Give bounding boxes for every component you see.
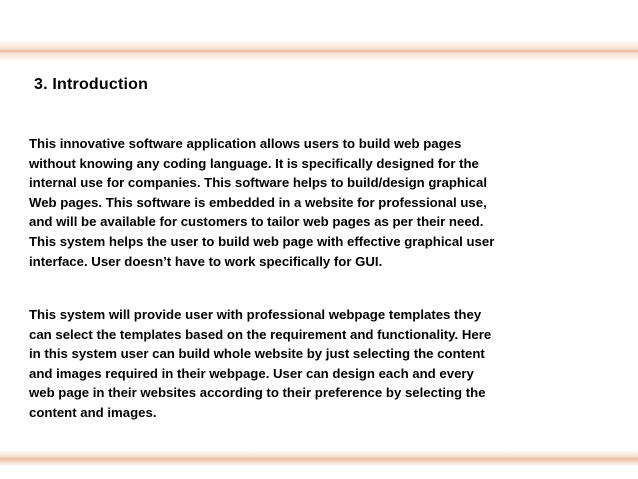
paragraph-line: and will be available for customers to tailor web pages as per their need. (29, 214, 484, 230)
intro-paragraph-1 (29, 134, 629, 271)
paragraph-line: Web pages. This software is embedded in a website for professional use, (29, 194, 487, 210)
slide-title: 3. Introduction (34, 76, 149, 93)
top-decorative-band (0, 40, 638, 62)
intro-paragraph-2 (29, 305, 629, 423)
paragraph-line: interface. User doesn’t have to work specifically for GUI. (29, 253, 383, 269)
paragraph-line: internal use for companies. This software helps to build/design graphical (29, 175, 487, 191)
paragraph-line: This system helps the user to build web page with effective graphical user (29, 233, 495, 249)
paragraph-line: can select the templates based on the requirement and functionality. Here (29, 326, 492, 342)
paragraph-line: and images required in their webpage. User can design each and every (29, 365, 474, 381)
paragraph-line: without knowing any coding language. It is specifically designed for the (29, 155, 479, 171)
paragraph-line: This innovative software application allows users to build web pages (29, 136, 462, 151)
bottom-decorative-band (0, 450, 638, 466)
paragraph-line: This system will provide user with professional webpage templates they (29, 307, 482, 322)
paragraph-line: content and images. (29, 404, 157, 420)
paragraph-line: web page in their websites according to their preference by selecting the (29, 385, 486, 401)
paragraph-line: in this system user can build whole website by just selecting the content (29, 346, 485, 362)
